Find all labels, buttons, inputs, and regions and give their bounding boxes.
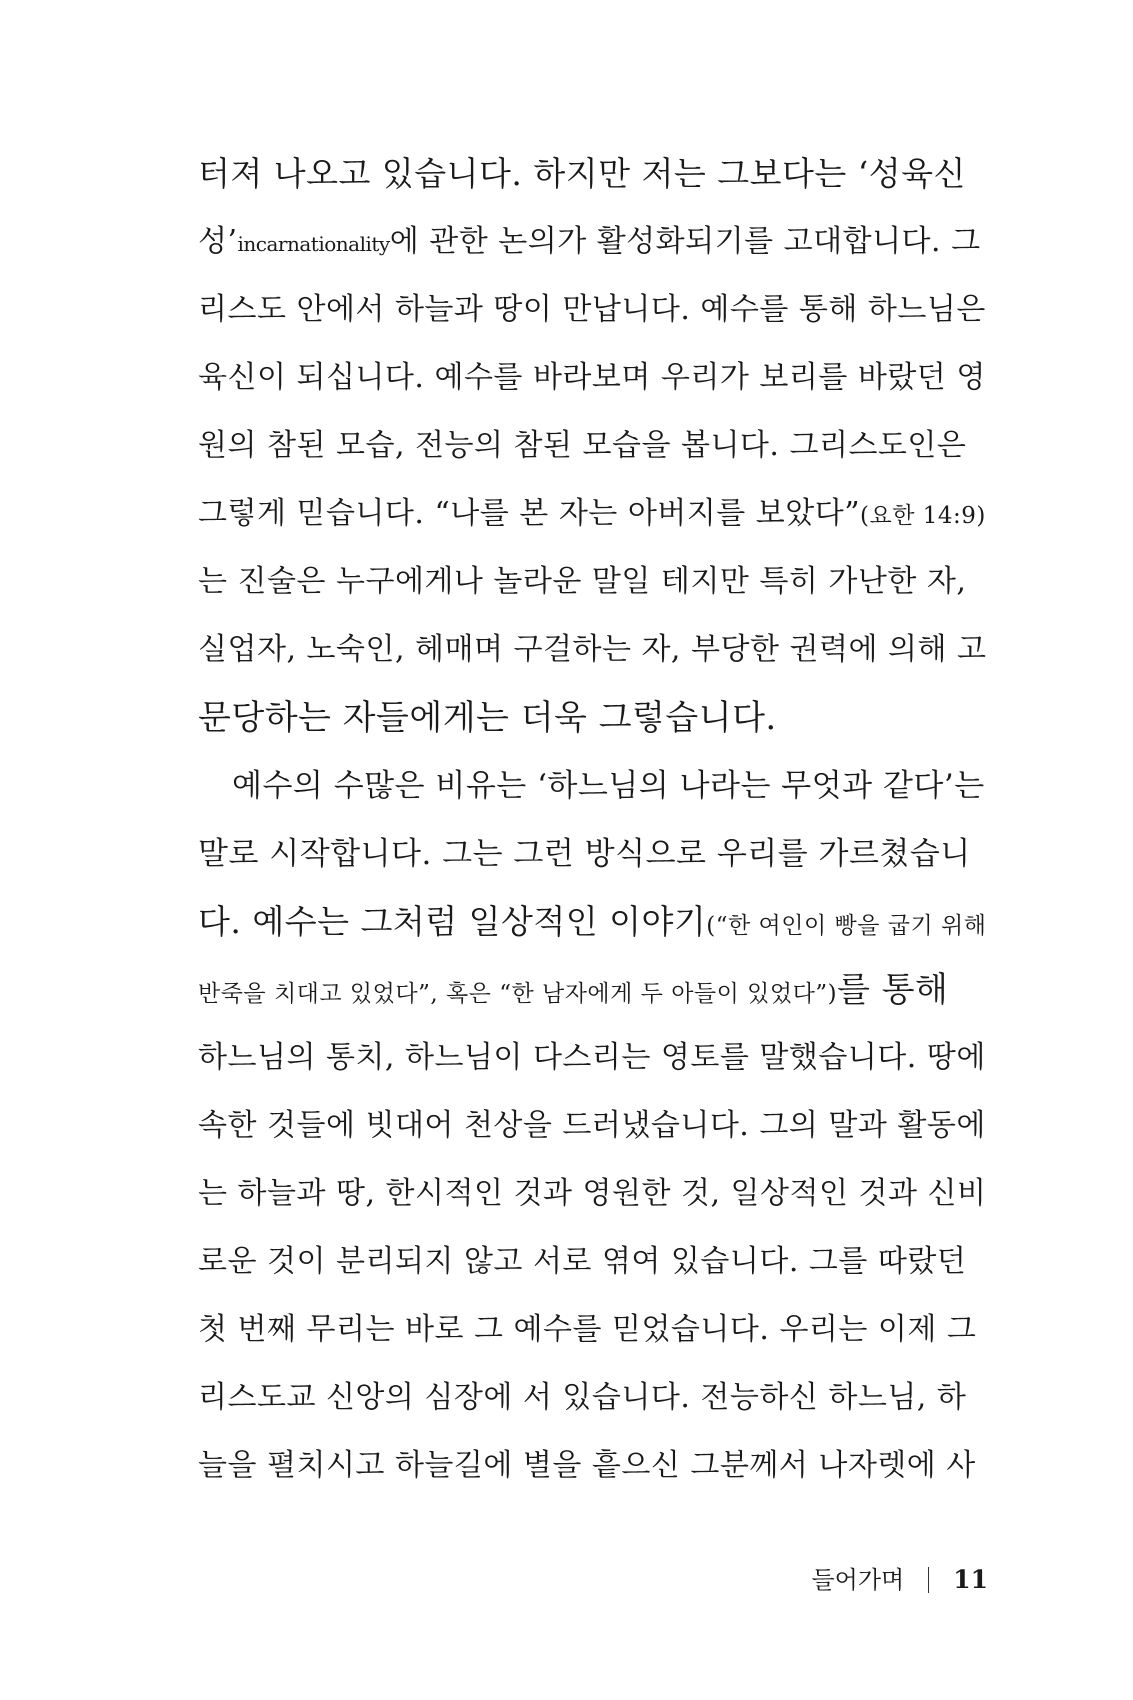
text-line: 성’incarnationality에 관한 논의가 활성화되기를 고대합니다. 그: [198, 224, 981, 259]
page-footer: [811, 1562, 988, 1598]
text-line: 다. 예수는 그처럼 일상적인 이야기(“한 여인이 빵을 굽기 위해: [198, 902, 987, 941]
text-line: 하느님의 통치, 하느님이 다스리는 영토를 말했습니다. 땅에: [198, 1040, 986, 1075]
text-line: 그렇게 믿습니다. “나를 본 자는 아버지를 보았다”(요한 14:9): [198, 496, 986, 531]
text-line: 는 진술은 누구에게나 놀라운 말일 테지만 특히 가난한 자,: [198, 564, 967, 599]
running-section-title: 들어가며: [811, 1566, 905, 1594]
footer-divider: [928, 1567, 929, 1593]
text-line: 문당하는 자들에게는 더욱 그렇습니다.: [198, 698, 777, 738]
text-line: 리스도교 신앙의 심장에 서 있습니다. 전능하신 하느님, 하: [198, 1380, 967, 1415]
scripture-reference: (요한 14:9): [860, 503, 986, 529]
english-gloss: incarnationality: [237, 232, 390, 256]
text-line: 육신이 되십니다. 예수를 바라보며 우리가 보리를 바랐던 영: [198, 360, 986, 395]
paragraph-start-line: 예수의 수많은 비유는 ‘하느님의 나라는 무엇과 같다’는: [232, 768, 985, 804]
text-line: 터져 나오고 있습니다. 하지만 저는 그보다는 ‘성육신: [198, 154, 966, 193]
parenthetical-example: 반죽을 치대고 있었다”, 혹은 “한 남자에게 두 아들이 있었다”): [198, 981, 838, 1007]
body-text: [198, 140, 988, 1500]
text-line: 첫 번째 무리는 바로 그 예수를 믿었습니다. 우리는 이제 그: [198, 1312, 977, 1347]
text-line: 리스도 안에서 하늘과 땅이 만납니다. 예수를 통해 하느님은: [198, 292, 986, 327]
text-line: 늘을 펼치시고 하늘길에 별을 흩으신 그분께서 나자렛에 사: [198, 1448, 976, 1483]
text-line: 반죽을 치대고 있었다”, 혹은 “한 남자에게 두 아들이 있었다”)를 통해: [198, 970, 949, 1010]
text-line: 실업자, 노숙인, 헤매며 구걸하는 자, 부당한 권력에 의해 고: [198, 632, 987, 667]
text-line: 말로 시작합니다. 그는 그런 방식으로 우리를 가르쳤습니: [198, 836, 971, 872]
parenthetical-example: (“한 여인이 빵을 굽기 위해: [706, 913, 987, 939]
text-line: 로운 것이 분리되지 않고 서로 엮여 있습니다. 그를 따랐던: [198, 1244, 967, 1279]
text-line: 는 하늘과 땅, 한시적인 것과 영원한 것, 일상적인 것과 신비: [198, 1176, 987, 1211]
text-line: 원의 참된 모습, 전능의 참된 모습을 봅니다. 그리스도인은: [198, 428, 967, 463]
text-line: 속한 것들에 빗대어 천상을 드러냈습니다. 그의 말과 활동에: [198, 1108, 986, 1143]
page-number: 11: [953, 1565, 988, 1594]
